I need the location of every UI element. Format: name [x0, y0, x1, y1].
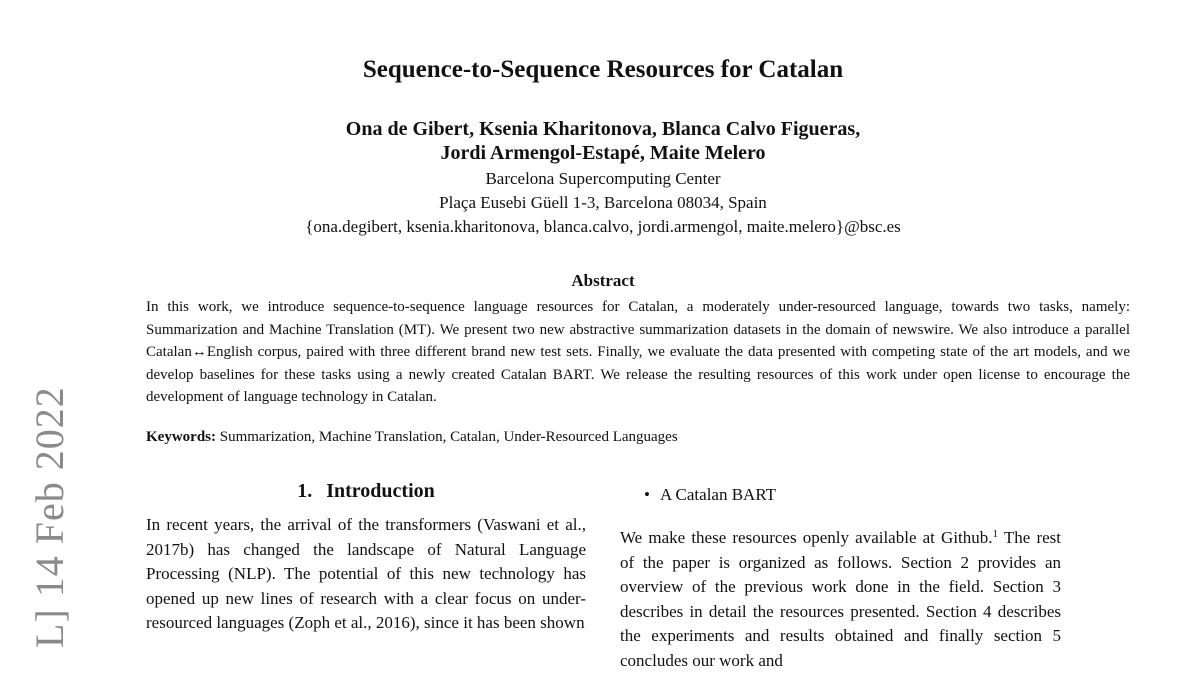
- left-column: [146, 480, 586, 636]
- affiliation-emails: {ona.degibert, ksenia.kharitonova, blanca.calvo, jordi.armengol, maite.melero}@bsc.es: [305, 217, 901, 236]
- affiliation-address: Plaça Eusebi Güell 1-3, Barcelona 08034, Spain: [439, 193, 767, 212]
- bullet-symbol: •: [644, 485, 650, 504]
- affiliation-block: [0, 167, 1200, 239]
- paper-title: Sequence-to-Sequence Resources for Catalan: [362, 56, 844, 83]
- abstract-text: In this work, we introduce sequence-to-sequence language resources for Catalan, a moderately under-resourced language, towards two tasks, namely: Summarization and Machine Translation (MT). We present two new abstractive summarization datasets in the domain of newswire. We also introduce a parallel Catalan↔English corpus, paired with three different brand new test sets. Finally, we evaluate the data presented with competing state of the art models, and we develop baselines for these tasks using a newly created Catalan BART. We release the resulting resources of this work under open license to encourage the development of language technology in Catalan.: [146, 299, 1130, 405]
- author-line-1: Ona de Gibert, Ksenia Kharitonova, Blanca Calvo Figueras,: [345, 118, 861, 140]
- arxiv-side-stamp: L] 14 Feb 2022: [27, 386, 72, 648]
- affiliation-institution: Barcelona Supercomputing Center: [485, 169, 721, 188]
- author-list: [0, 117, 1200, 165]
- right-column: [620, 484, 1061, 673]
- organization-paragraph: [620, 526, 1061, 673]
- keywords-label: Keywords:: [146, 429, 216, 445]
- section-heading-introduction: [146, 480, 586, 503]
- footnote-mark[interactable]: 1: [992, 528, 999, 540]
- keywords-line: [146, 429, 1130, 446]
- section-number: 1.: [297, 480, 313, 502]
- github-sentence: We make these resources openly available at Github.: [620, 528, 993, 547]
- bullet-text: A Catalan BART: [659, 485, 777, 504]
- abstract-heading: Abstract: [571, 271, 635, 290]
- introduction-paragraph: In recent years, the arrival of the transformers (Vaswani et al., 2017b) has changed the landscape of Natural Language Processing (NLP). The potential of this new technology has opened up new lines of research with a clear focus on under-resourced languages (Zoph et al., 2016), since it has been shown: [146, 515, 586, 632]
- section-title: Introduction: [326, 480, 435, 502]
- author-line-2: Jordi Armengol-Estapé, Maite Melero: [440, 142, 766, 164]
- bullet-item: [644, 484, 1061, 506]
- organization-text: The rest of the paper is organized as follows. Section 2 provides an overview of the previous work done in the field. Section 3 describes in detail the resources presented. Section 4 describes the experiments and results obtained and finally section 5 concludes our work and: [620, 528, 1061, 670]
- keywords-text: Summarization, Machine Translation, Catalan, Under-Resourced Languages: [219, 429, 678, 445]
